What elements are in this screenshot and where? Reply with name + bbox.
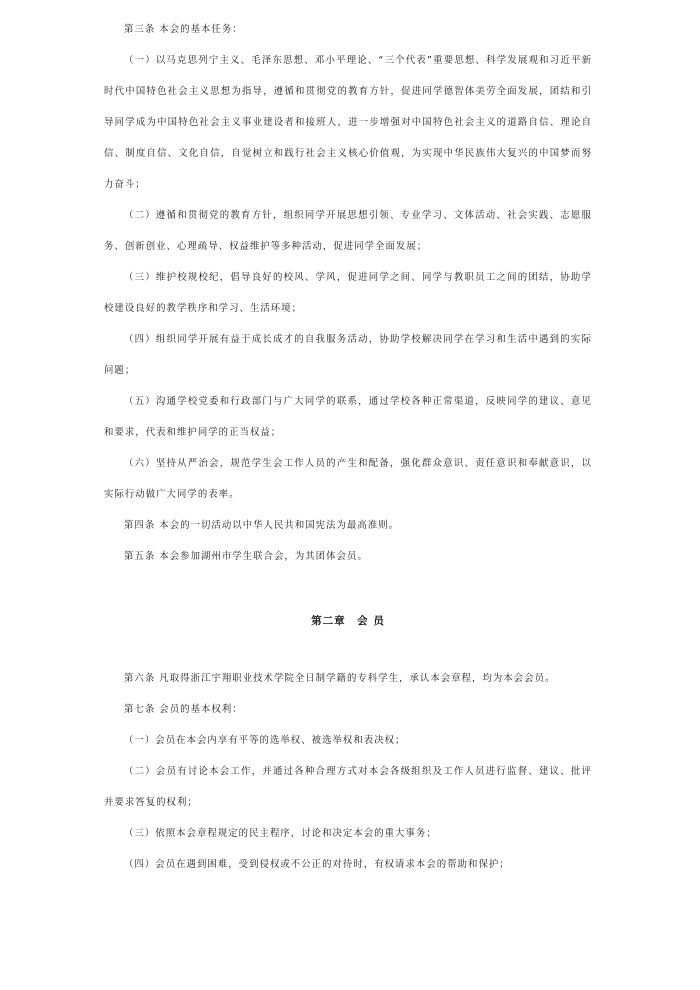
chapter-title: 第二章 会 员 [311,615,385,627]
article-4: 第四条 本会的一切活动以中华人民共和国宪法为最高准则。 [124,520,400,531]
article-7-item-3: （三）依照本会章程规定的民主程序，讨论和决定本会的重大事务； [124,828,437,839]
article-7-item-1: （一）会员在本会内享有平等的选举权、被选举权和表决权； [124,735,406,746]
article-6: 第六条 凡取得浙江宇翔职业技术学院全日制学籍的专科学生，承认本会章程，均为本会会员。 [124,673,556,684]
article-3-heading: 第三条 本会的基本任务： [124,24,243,35]
article-3-item-6: （六）坚持从严治会，规范学生会工作人员的产生和配备，强化群众意识、责任意识和奉献意识，以实际行动做广大同学的表率。 [104,458,592,500]
article-3-item-5: （五）沟通学校党委和行政部门与广大同学的联系，通过学校各种正常渠道，反映同学的建议、意见和要求，代表和维护同学的正当权益； [104,396,592,438]
article-3-item-2: （二）遵循和贯彻党的教育方针，组织同学开展思想引领、专业学习、文体活动、社会实践、志愿服务、创新创业、心理疏导、权益维护等多种活动，促进同学全面发展； [104,210,592,252]
article-7-heading: 第七条 会员的基本权利： [124,704,243,715]
document-body [104,14,592,880]
chapter-spacer-bottom [104,637,592,663]
article-7-item-4: （四）会员在遇到困难，受到侵权或不公正的对待时，有权请求本会的帮助和保护； [124,859,510,870]
article-3-item-3: （三）维护校规校纪，倡导良好的校风、学风，促进同学之间、同学与教职员工之间的团结，协助学校建设良好的教学秩序和学习、生活环境； [104,272,592,314]
article-7-item-2: （二）会员有讨论本会工作，并通过各种合理方式对本会各级组织及工作人员进行监督、建议、批评并要求答复的权利； [104,766,592,808]
chapter-spacer-top [104,572,592,606]
article-5: 第五条 本会参加湖州市学生联合会，为其团体会员。 [124,551,368,562]
article-3-item-1: （一）以马克思列宁主义、毛泽东思想、邓小平理论、“三个代表”重要思想、科学发展观和习近平新时代中国特色社会主义思想为指导，遵循和贯彻党的教育方针，促进同学德智体美劳全面发展，团结和引导同学成为中国特色社会主义事业建设者和接班人，进一步增强对中国特色社会主义的道路自信、理论自信、制度自信、文化自信，自觉树立和践行社会主义核心价值观，为实现中华民族伟大复兴的中国梦而努力奋斗； [104,55,592,190]
article-3-item-4: （四）组织同学开展有益于成长成才的自我服务活动，协助学校解决同学在学习和生活中遇到的实际问题； [104,334,592,376]
